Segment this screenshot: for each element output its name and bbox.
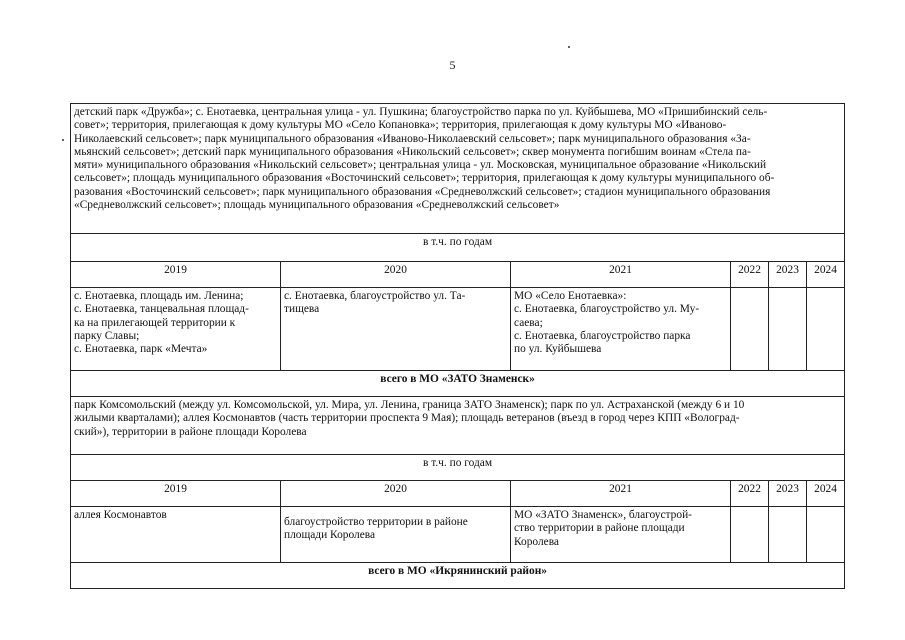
year-header: 2021	[511, 481, 731, 507]
table-row	[71, 371, 845, 397]
table-row	[71, 234, 845, 262]
year-cell-2021: МО «ЗАТО Знаменск», благоустрой- ство территории в районе площади Королева	[511, 507, 731, 563]
year-cell-2022	[731, 507, 769, 563]
year-header: 2020	[281, 262, 511, 288]
table-row	[71, 288, 845, 371]
objects-list-cell: парк Комсомольский (между ул. Комсомольской, ул. Мира, ул. Ленина, граница ЗАТО Знаменск); парк по ул. Астраханской (между 6 и 10 жилыми кварталами); аллея Космонавтов (часть территории проспекта 9 Мая); площадь ветеранов (въезд в город через КПП «Волоград- ский»), территории в районе площади Королева	[71, 397, 845, 455]
table-row	[71, 563, 845, 589]
year-header: 2019	[71, 262, 281, 288]
year-cell-2024	[807, 507, 845, 563]
year-cell-2020: с. Енотаевка, благоустройство ул. Та- тищева	[281, 288, 511, 371]
year-cell-2022	[731, 288, 769, 371]
year-header: 2022	[731, 262, 769, 288]
by-years-label: в т.ч. по годам	[71, 455, 845, 481]
table-row	[71, 455, 845, 481]
year-header: 2020	[281, 481, 511, 507]
year-header: 2023	[769, 481, 807, 507]
year-header: 2019	[71, 481, 281, 507]
year-header: 2024	[807, 262, 845, 288]
year-cell-2024	[807, 288, 845, 371]
year-header: 2024	[807, 481, 845, 507]
table-row	[71, 397, 845, 455]
table-row	[71, 507, 845, 563]
page-number: 5	[449, 58, 456, 72]
section-total-label: всего в МО «ЗАТО Знаменск»	[71, 371, 845, 397]
year-header: 2022	[731, 481, 769, 507]
year-cell-2019: с. Енотаевка, площадь им. Ленина; с. Енотаевка, танцевальная площад- ка на прилегающей территории к парку Славы; с. Енотаевка, парк «Мечта»	[71, 288, 281, 371]
year-cell-2023	[769, 507, 807, 563]
year-header: 2023	[769, 262, 807, 288]
year-header: 2021	[511, 262, 731, 288]
scan-speck	[568, 46, 570, 48]
year-cell-2023	[769, 288, 807, 371]
section-total-label: всего в МО «Икрянинский район»	[71, 563, 845, 589]
year-cell-2019: аллея Космонавтов	[71, 507, 281, 563]
document-table	[70, 103, 845, 589]
scan-speck	[62, 139, 64, 141]
by-years-label: в т.ч. по годам	[71, 234, 845, 262]
objects-list-cell: детский парк «Дружба»; с. Енотаевка, центральная улица - ул. Пушкина; благоустройство парка по ул. Куйбышева, МО «Пришибинский сель- совет»; территория, прилегающая к дому культуры МО «Село Копановка»; территория, прилегающая к дому культуры МО «Иваново- Николаевский сельсовет»; парк муниципального образования «Иваново-Николаевский сельсовет»; парк муниципального образования «За- мьянский сельсовет»; детский парк муниципального образования «Никольский сельсовет»; сквер монумента погибшим воинам «Стела па- мяти» муниципального образования «Никольский сельсовет»; центральная улица - ул. Московская, муниципальное образование «Никольский сельсовет»; площадь муниципального образования «Восточинский сельсовет»; территория, прилегающая к дому культуры муниципального об- разования «Восточинский сельсовет»; парк муниципального образования «Средневолжский сельсовет»; стадион муниципального образования «Средневолжский сельсовет»; площадь муниципального образования «Средневолжский сельсовет»	[71, 104, 845, 234]
table-row	[71, 104, 845, 234]
year-cell-2020: благоустройство территории в районе площади Королева	[281, 507, 511, 563]
years-header-row	[71, 481, 845, 507]
years-header-row	[71, 262, 845, 288]
year-cell-2021: МО «Село Енотаевка»: с. Енотаевка, благоустройство ул. Му- саева; с. Енотаевка, благоустройство парка по ул. Куйбышева	[511, 288, 731, 371]
